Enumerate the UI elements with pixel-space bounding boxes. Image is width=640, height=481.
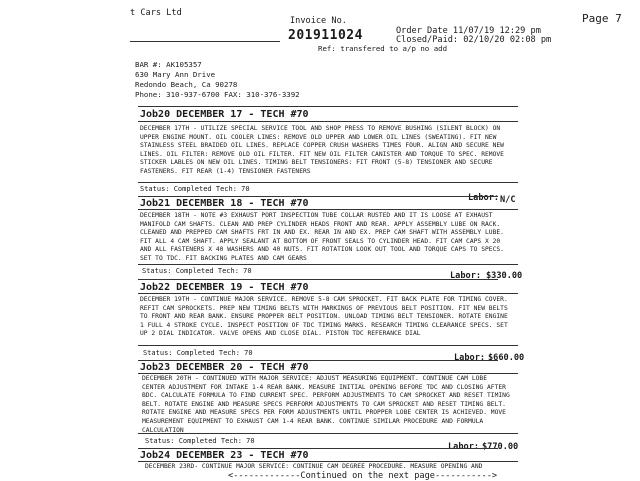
continued-notice: <-------------Continued on the next page-----------> bbox=[228, 471, 498, 481]
job-divider bbox=[138, 106, 518, 107]
labor-label: Labor: bbox=[468, 193, 500, 203]
job-divider bbox=[138, 121, 518, 122]
labor-value: $770.00 bbox=[482, 442, 519, 452]
labor-value: $660.00 bbox=[488, 353, 525, 363]
job-divider bbox=[138, 433, 518, 434]
labor-label: Labor: bbox=[448, 442, 480, 452]
job-divider bbox=[138, 293, 518, 294]
job-divider bbox=[138, 360, 498, 361]
labor-label: Labor: bbox=[454, 353, 486, 363]
closed-paid-date: Closed/Paid: 02/10/20 02:08 pm bbox=[396, 35, 552, 45]
labor-label: Labor: bbox=[450, 271, 482, 281]
job-divider bbox=[138, 264, 518, 265]
job-status: Status: Completed Tech: 70 bbox=[142, 267, 252, 275]
invoice-number: 201911024 bbox=[288, 28, 363, 43]
invoice-label: Invoice No. bbox=[290, 16, 347, 26]
job-divider bbox=[138, 448, 498, 449]
job-divider bbox=[138, 209, 518, 210]
job-title: Job23 DECEMBER 20 - TECH #70 bbox=[140, 362, 309, 373]
job-description: DECEMBER 23RD- CONTINUE MAJOR SERVICE: CONTINUE CAM DEGREE PROCEDURE. MEASURE OPENING AND bbox=[145, 463, 483, 470]
labor-value: $330.00 bbox=[486, 271, 523, 281]
job-divider bbox=[138, 345, 518, 346]
job-divider bbox=[138, 373, 518, 374]
shop-phone: Phone: 310-937-6700 FAX: 310-376-3392 bbox=[135, 90, 300, 99]
job-divider bbox=[138, 182, 518, 183]
job-title: Job24 DECEMBER 23 - TECH #70 bbox=[140, 450, 309, 461]
shop-address-line2: Redondo Beach, Ca 90278 bbox=[135, 80, 238, 89]
shop-address-line1: 630 Mary Ann Drive bbox=[135, 70, 216, 79]
job-status: Status: Completed Tech: 70 bbox=[145, 437, 255, 445]
order-date: Order Date 11/07/19 12:29 pm bbox=[396, 26, 541, 36]
reference-note: Ref: transfered to a/p no add bbox=[318, 44, 448, 53]
job-title: Job21 DECEMBER 18 - TECH #70 bbox=[140, 198, 309, 209]
header-divider bbox=[130, 41, 280, 42]
job-title: Job22 DECEMBER 19 - TECH #70 bbox=[140, 282, 309, 293]
job-description: DECEMBER 18TH - NOTE #3 EXHAUST PORT INSPECTION TUBE COLLAR RUSTED AND IT IS LOOSE AT EXHAUST MANIFOLD CAM SHAFTS. CLEAN AND PREP CYLINDER HEADS FRONT AND REAR. APPLY ASSEMBLY LUBE ON RACK. CLEANED AND PREPPED CAM SHAFTS FRT IN AND EX. REAR IN AND EX. PREP CAM SHAFT WITH ASSEMBLY LUBE. FIT ALL 4 CAM SHAFT. APPLY SEALANT AT BOTTOM OF FRONT SEALS TO CYLINDER HEAD. FIT CAM CAPS X 20 AND ALL FASTENERS X 40 WASHERS AND 40 NUTS. FIT ROTATION LOOK OUT TOOL AND TORQUE CAPS TO SPECS. SET TO TDC. FIT BACKING PLATES AND CAM GEARS bbox=[140, 212, 504, 262]
labor-value: N/C bbox=[500, 195, 516, 205]
bar-number: BAR #: AK105357 bbox=[135, 60, 202, 69]
job-title: Job20 DECEMBER 17 - TECH #70 bbox=[140, 109, 309, 120]
job-divider bbox=[138, 196, 498, 197]
job-divider bbox=[138, 461, 518, 462]
page-number: Page 7 bbox=[582, 12, 622, 25]
job-status: Status: Completed Tech: 70 bbox=[143, 349, 253, 357]
job-description: DECEMBER 19TH - CONTINUE MAJOR SERVICE. REMOVE 5-8 CAM SPROCKET. FIT BACK PLATE FOR TIMING COVER. REFIT CAM SPROCKETS. PREP NEW TIMING BELTS WITH MARKINGS OF PREVIOUS BELT POSITION. FIT NEW BELTS TO FRONT AND REAR BANK. ENSURE PROPPER BELT POSITION. UNLOAD TIMING BELT TENSIONER. ROTATE ENGINE 1 FULL 4 STROKE CYCLE. INSPECT POSITION OF TDC TIMING MARKS. RESEARCH TIMING CLEARANCE SPECS. SET UP 2 DIAL INDICATOR. VALVE OPENS AND CLOSE DIAL. PISTON TDC REFERANCE DIAL bbox=[140, 296, 508, 338]
company-name: t Cars Ltd bbox=[130, 8, 182, 18]
job-description: DECEMBER 20TH - CONTINUED WITH MAJOR SERVICE: ADJUST MEASURING EQUIPMENT. CONTINUE CAM LOBE CENTER ADJUSTMENT FOR INTAKE 1-4 REAR BANK. MEASURE INITIAL OPENING BEFORE TDC AND CLOSING AFTER BDC. CALCULATE FORMULA TO FIND CURRENT SPEC. PERFORM ADJUSTMENTS TO CAM SPROCKET AND RESET TIMING BELT. ROTATE ENGINE AND MEASURE SPECS PERFORM ADJUSTMENTS TO CAM SPROCKET AND RESET TIMING BELT. ROTATE ENGINE AND MEASURE SPECS PER FORM ADJUSTMENTS UNTIL PROPPER LOBE CENTER IS ACHIEVED. MOVE MEASUREMENT EQUIPMENT TO EXHAUST CAM 1-4 REAR BANK. CONTINUE SIMILAR PROCEDURE AND FORMULA CALCULATION bbox=[142, 375, 510, 434]
job-description: DECEMBER 17TH - UTILIZE SPECIAL SERVICE TOOL AND SHOP PRESS TO REMOVE BUSHING (SILENT BLOCK) ON UPPER ENGINE MOUNT. OIL COOLER LINES: REMOVE OLD UPPER AND LOWER OIL LINES (SWEATING). FIT NEW STAINLESS STEEL BRAIDED OIL LINES. REPLACE COPPER CRUSH WASHERS TIMES FOUR. ALIGN AND SECURE NEW LINES. OIL FILTER: REMOVE OLD OIL FILTER. FIT NEW OIL FILTER CANISTER AND TORQUE TO SPEC. REMOVE STICKER LABLES ON NEW OIL LINES. TIMING BELT TENSIONERS: FIT FRONT (5-8) TENSIONER AND SECURE FASTENERS. FIT REAR (1-4) TENSIONER FASTENERS bbox=[140, 125, 504, 175]
job-status: Status: Completed Tech: 70 bbox=[140, 185, 250, 193]
job-divider bbox=[138, 279, 498, 280]
